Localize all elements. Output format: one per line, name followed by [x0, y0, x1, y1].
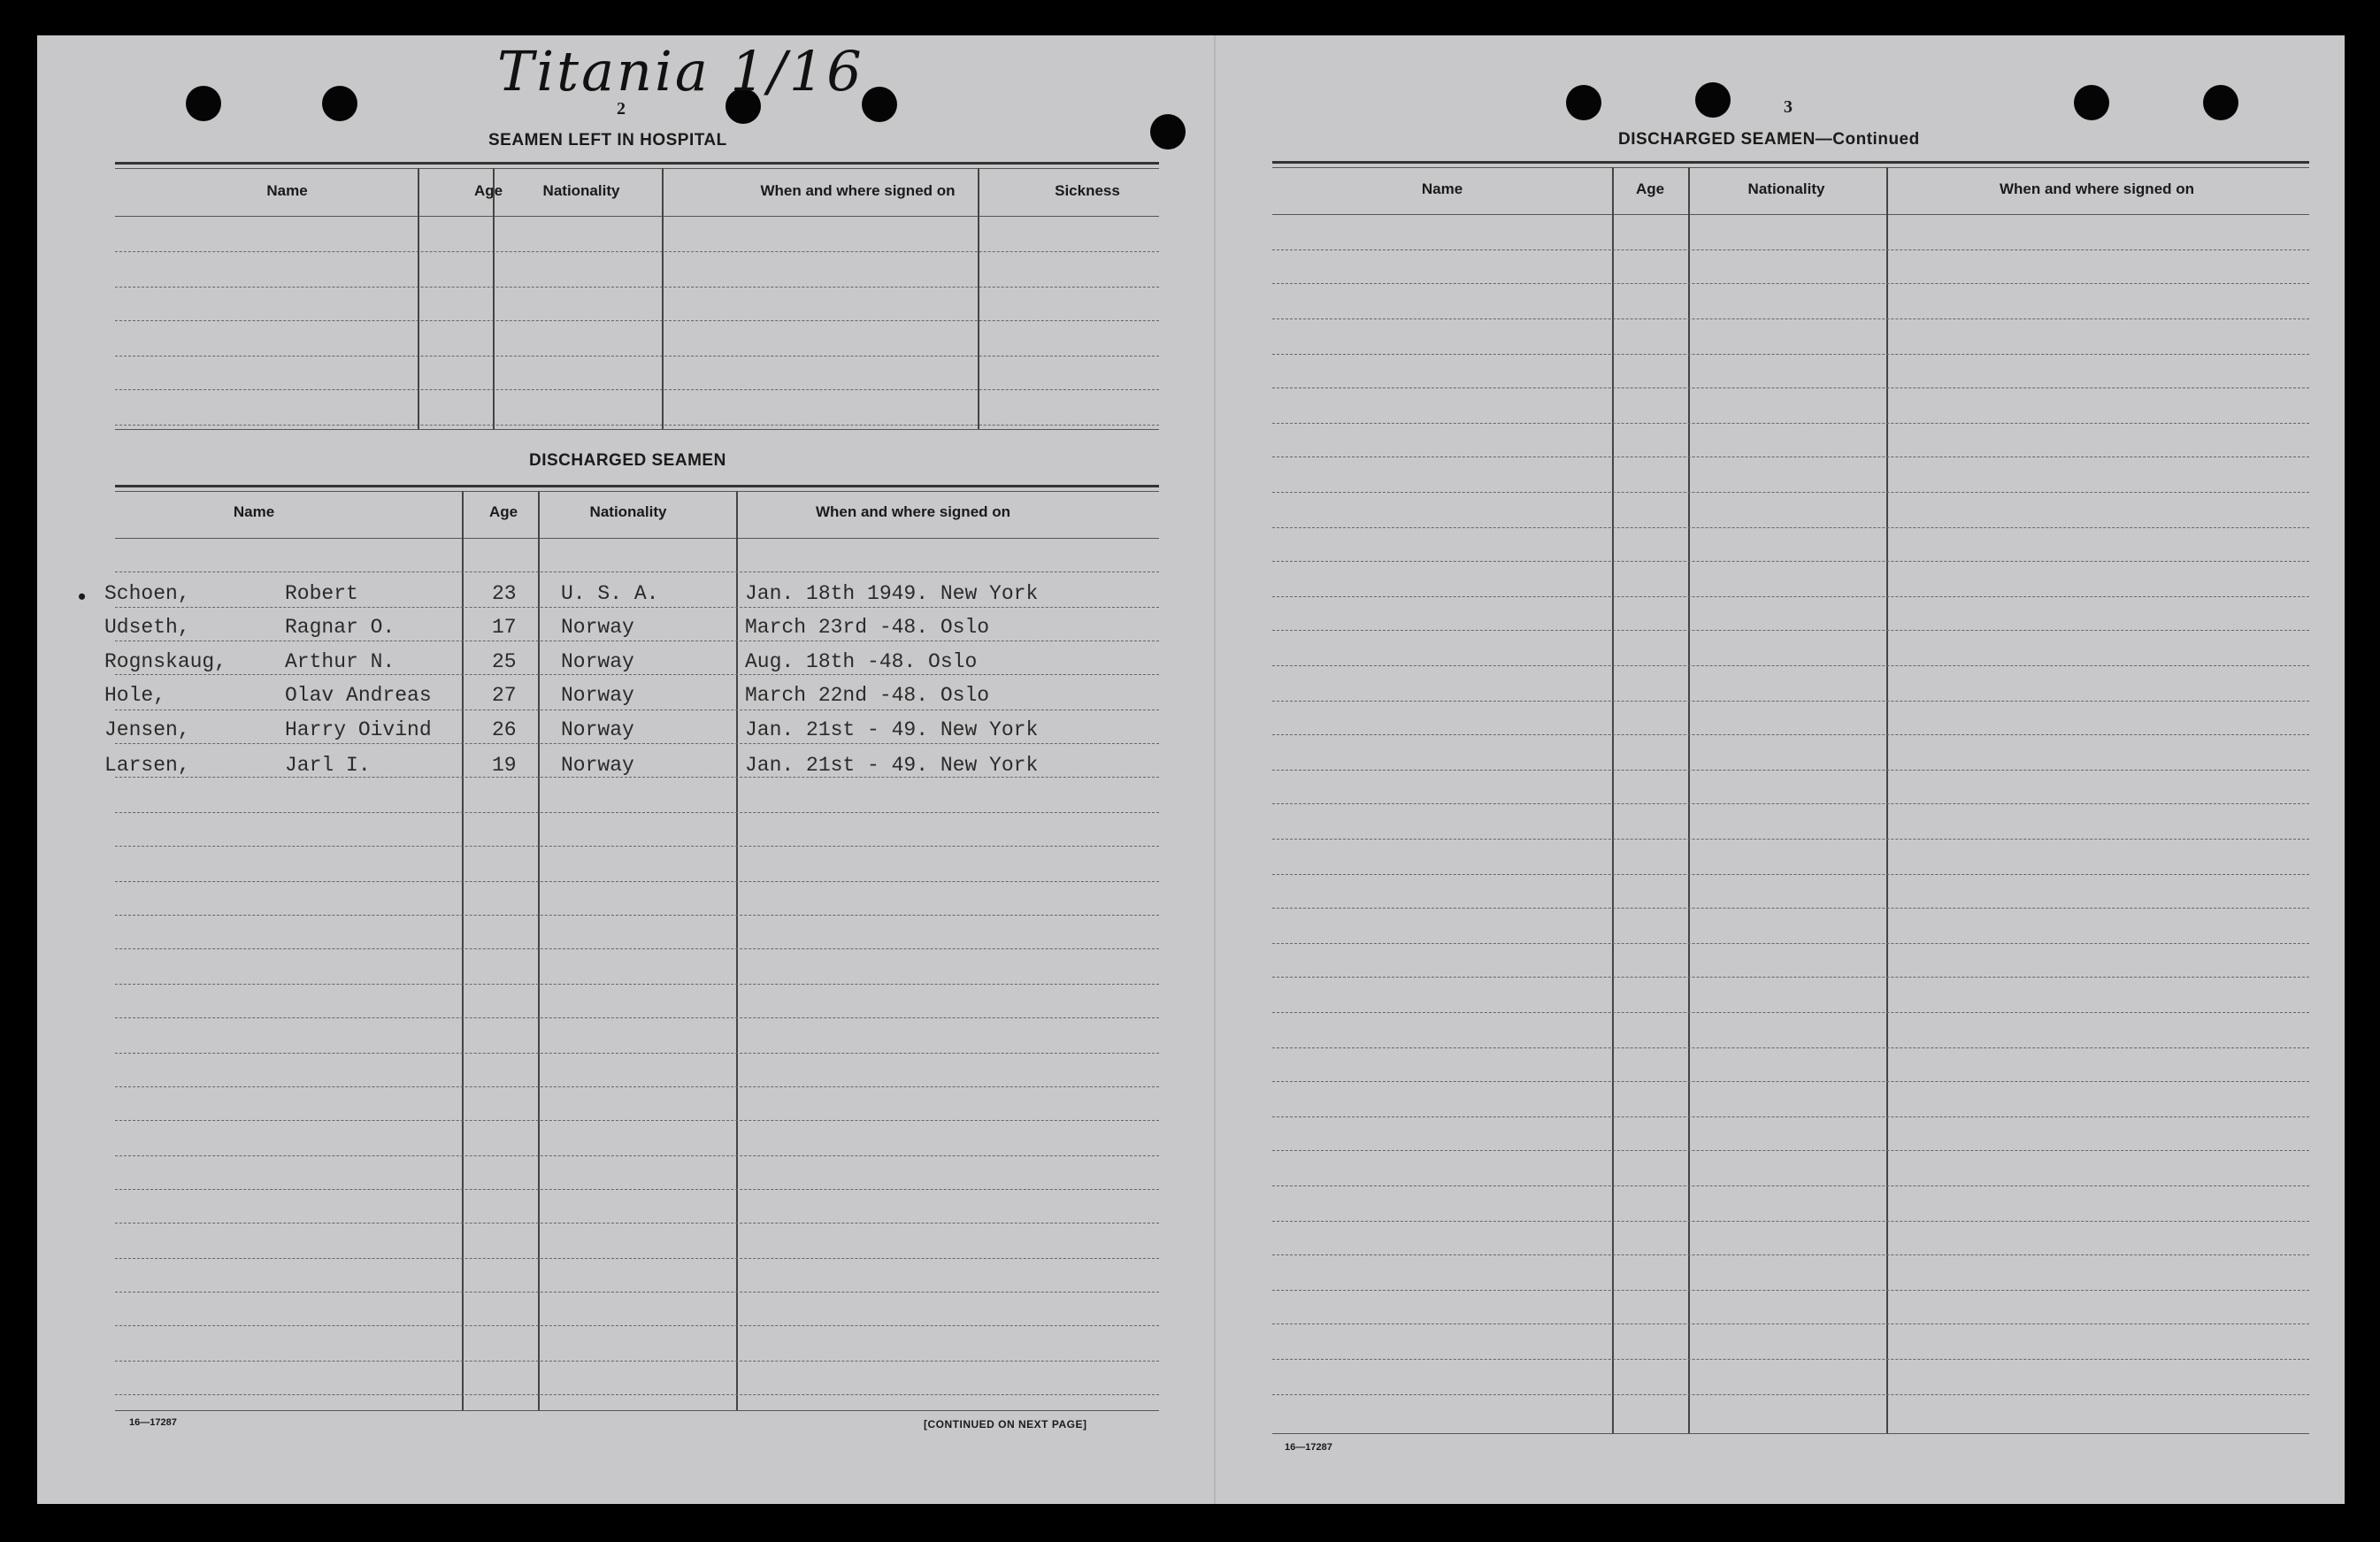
seaman-age: 19: [492, 754, 517, 777]
seaman-nationality: U. S. A.: [561, 582, 659, 605]
form-number: 16—17287: [129, 1417, 177, 1428]
seaman-given-name: Ragnar O.: [285, 616, 395, 639]
punch-hole: [1695, 82, 1731, 118]
seaman-surname: Rognskaug,: [104, 650, 227, 673]
seaman-signed-on: March 22nd -48. Oslo: [745, 684, 990, 707]
continued-header-age: Age: [1635, 180, 1665, 197]
seaman-age: 26: [492, 718, 517, 741]
discharged-header-signed-on: When and where signed on: [815, 503, 1011, 520]
hospital-header-age: Age: [473, 182, 503, 199]
seaman-given-name: Arthur N.: [285, 650, 395, 673]
hospital-header-nationality: Nationality: [542, 182, 620, 199]
seaman-nationality: Norway: [561, 754, 634, 777]
punch-hole: [862, 87, 897, 122]
seaman-surname: Udseth,: [104, 616, 190, 639]
seaman-given-name: Harry Oivind: [285, 718, 432, 741]
punch-hole: [2074, 85, 2109, 120]
discharged-header-name: Name: [233, 503, 275, 520]
punch-hole: [1150, 114, 1186, 150]
seaman-age: 17: [492, 616, 517, 639]
punch-hole: [186, 86, 221, 121]
seaman-signed-on: Jan. 18th 1949. New York: [745, 582, 1039, 605]
seaman-signed-on: Jan. 21st - 49. New York: [745, 718, 1039, 741]
continued-section-title: DISCHARGED SEAMEN—Continued: [1618, 130, 1920, 149]
seaman-age: 27: [492, 684, 517, 707]
punch-hole: [1566, 85, 1601, 120]
discharged-section-title: DISCHARGED SEAMEN: [529, 451, 726, 470]
handwritten-note: Titania 1/16: [497, 39, 864, 104]
seaman-surname: Hole,: [104, 684, 166, 707]
hospital-header-signed-on: When and where signed on: [760, 182, 956, 199]
hospital-section-title: SEAMEN LEFT IN HOSPITAL: [488, 131, 727, 150]
punch-hole: [2203, 85, 2238, 120]
form-number: 16—17287: [1285, 1442, 1332, 1453]
continued-note: [CONTINUED ON NEXT PAGE]: [924, 1418, 1087, 1431]
seaman-signed-on: Aug. 18th -48. Oslo: [745, 650, 978, 673]
hospital-header-sickness: Sickness: [1055, 182, 1120, 199]
seaman-given-name: Olav Andreas: [285, 684, 432, 707]
continued-header-nationality: Nationality: [1747, 180, 1825, 197]
continued-header-signed-on: When and where signed on: [1999, 180, 2195, 197]
seaman-age: 25: [492, 650, 517, 673]
page-number: 2: [617, 99, 626, 119]
seaman-surname: Larsen,: [104, 754, 190, 777]
seaman-signed-on: March 23rd -48. Oslo: [745, 616, 990, 639]
seaman-signed-on: Jan. 21st - 49. New York: [745, 754, 1039, 777]
discharged-header-age: Age: [488, 503, 518, 520]
page-number: 3: [1784, 97, 1793, 117]
discharged-header-nationality: Nationality: [589, 503, 667, 520]
seaman-nationality: Norway: [561, 650, 634, 673]
seaman-given-name: Robert: [285, 582, 358, 605]
seaman-nationality: Norway: [561, 616, 634, 639]
seaman-age: 23: [492, 582, 517, 605]
seaman-nationality: Norway: [561, 718, 634, 741]
seaman-surname: Jensen,: [104, 718, 190, 741]
document-sheet: [37, 35, 2345, 1504]
seaman-given-name: Jarl I.: [285, 754, 371, 777]
continued-header-name: Name: [1421, 180, 1463, 197]
hospital-header-name: Name: [266, 182, 308, 199]
seaman-surname: Schoen,: [104, 582, 190, 605]
punch-hole: [322, 86, 357, 121]
bullet-mark-icon: •: [78, 584, 87, 610]
seaman-nationality: Norway: [561, 684, 634, 707]
page-fold: [1214, 35, 1216, 1504]
